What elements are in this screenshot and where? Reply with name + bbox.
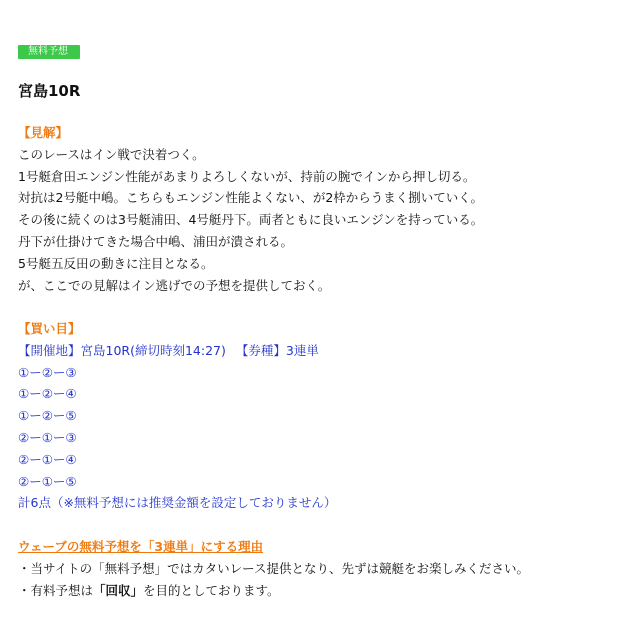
analysis-heading: 【見解】 <box>18 125 69 140</box>
bet-combo: ②ー①ー③ <box>18 429 77 445</box>
bet-combo: ②ー①ー④ <box>18 451 77 467</box>
bet-combo: ①ー②ー③ <box>18 364 77 380</box>
analysis-line: このレースはイン戦で決着つく。 <box>18 146 205 162</box>
reason-line-prefix: ・有料予想は <box>18 582 94 598</box>
bet-combo: ①ー②ー⑤ <box>18 408 77 424</box>
analysis-line: その後に続くのは3号艇浦田、4号艇丹下。両者ともに良いエンジンを持っている。 <box>18 212 484 228</box>
race-title: 宮島10R <box>18 82 81 100</box>
bet-total: 計6点（※無料予想には推奨金額を設定しておりません） <box>18 495 337 511</box>
reason-section <box>18 536 529 601</box>
analysis-line: 丹下が仕掛けてきた場合中嶋、浦田が潰される。 <box>18 233 294 249</box>
venue-value: 宮島10R(締切時刻14:27) <box>80 342 226 358</box>
analysis-line: 5号艇五反田の動きに注目となる。 <box>18 255 214 271</box>
race-info-line <box>18 340 336 362</box>
analysis-line: 1号艇倉田エンジン性能があまりよろしくないが、持前の腕でインから押し切る。 <box>18 168 476 184</box>
reason-line-suffix: を目的としております。 <box>143 582 280 598</box>
bet-combo: ①ー②ー④ <box>18 386 77 402</box>
bet-combo: ②ー①ー⑤ <box>18 473 77 489</box>
analysis-section <box>18 122 483 296</box>
reason-line-bold: 「回収」 <box>93 582 144 598</box>
reason-line <box>18 580 529 602</box>
bets-heading: 【買い目】 <box>18 321 81 336</box>
ticket-type-value: 3連単 <box>285 342 319 358</box>
reason-line: ・当サイトの「無料予想」ではカタいレース提供となり、先ずは競艇をお楽しみください。 <box>18 560 530 576</box>
ticket-type-label: 【券種】 <box>235 342 286 358</box>
bets-section <box>18 318 336 514</box>
venue-label: 【開催地】 <box>18 342 81 358</box>
reason-heading-link[interactable]: ウェーブの無料予想を「3連単」にする理由 <box>18 539 264 554</box>
analysis-line: が、ここでの見解はイン逃げでの予想を提供しておく。 <box>18 277 331 293</box>
free-prediction-badge: 無料予想 <box>18 45 80 59</box>
analysis-line: 対抗は2号艇中嶋。こちらもエンジン性能よくない、が2枠からうまく捌いていく。 <box>18 190 484 206</box>
